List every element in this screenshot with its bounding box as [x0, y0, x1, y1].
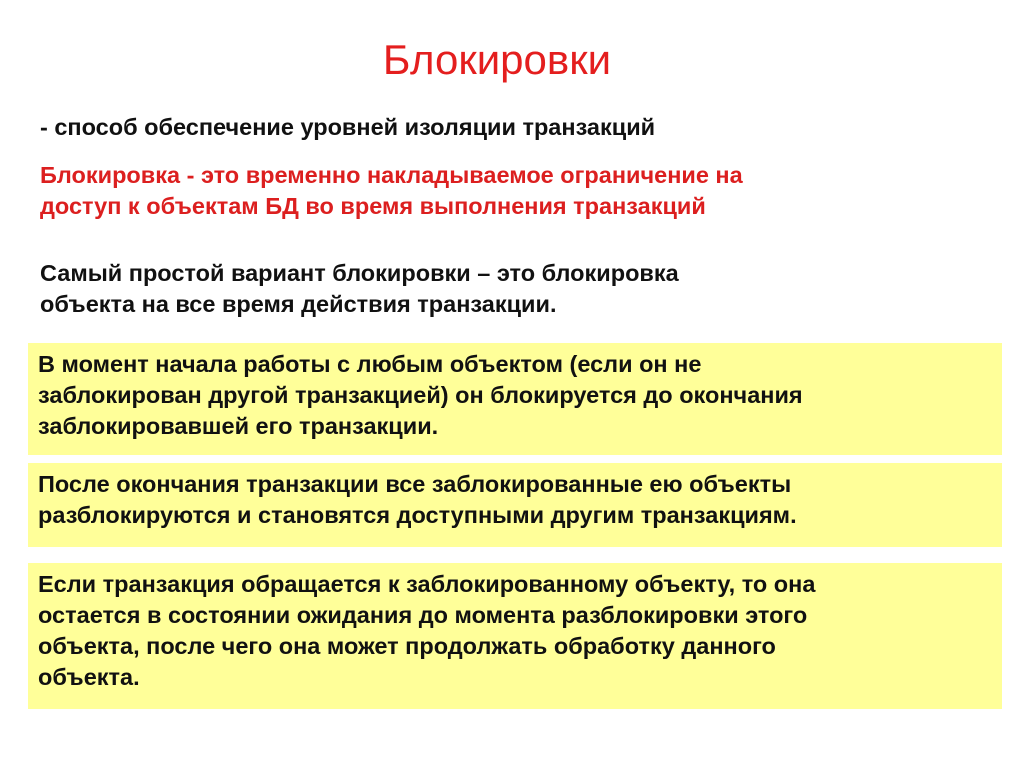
info-box-unlock: [28, 463, 1002, 547]
simple-line: Самый простой вариант блокировки – это блокировка: [40, 260, 679, 286]
box-line: объекта.: [38, 664, 140, 690]
definition-line: доступ к объектам БД во время выполнения транзакций: [40, 193, 706, 219]
definition: [40, 160, 743, 222]
subtitle: - способ обеспечение уровней изоляции транзакций: [40, 114, 656, 140]
box-line: разблокируются и становятся доступными другим транзакциям.: [38, 502, 797, 528]
simple-variant: [40, 258, 679, 320]
box-line: заблокировавшей его транзакции.: [38, 413, 439, 439]
box-line: В момент начала работы с любым объектом (если он не: [38, 351, 702, 377]
slide-title: Блокировки: [382, 36, 612, 83]
box-line: Если транзакция обращается к заблокированному объекту, то она: [38, 571, 816, 597]
box-line: остается в состоянии ожидания до момента разблокировки этого: [38, 602, 808, 628]
info-box-lock-start: [28, 343, 1002, 455]
simple-line: объекта на все время действия транзакции.: [40, 291, 557, 317]
box-line: объекта, после чего она может продолжать обработку данного: [38, 633, 776, 659]
box-line: После окончания транзакции все заблокированные ею объекты: [38, 471, 792, 497]
definition-line: Блокировка - это временно накладываемое ограничение на: [40, 162, 743, 188]
info-box-waiting: [28, 563, 1002, 709]
box-line: заблокирован другой транзакцией) он блокируется до окончания: [38, 382, 803, 408]
